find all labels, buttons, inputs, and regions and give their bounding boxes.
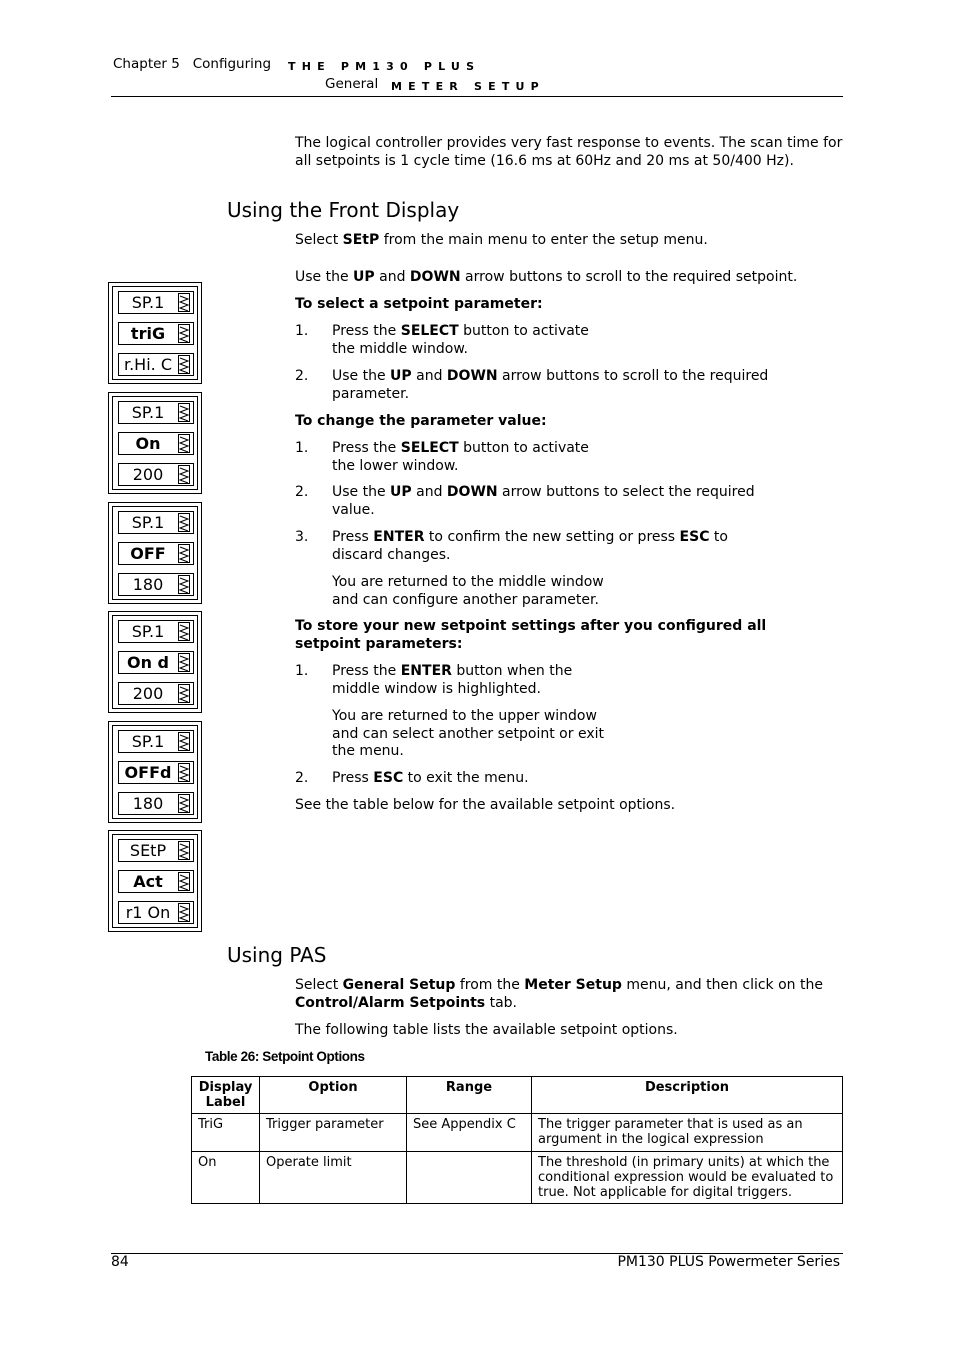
scroll-arrow-icon: [178, 903, 190, 922]
header-title-caps: THE PM130 PLUS: [288, 60, 481, 73]
table-row: [192, 1114, 843, 1152]
lcd-window-bot: [118, 901, 194, 924]
scroll-arrow-icon: [178, 293, 190, 312]
lcd-window-text: 200: [132, 684, 164, 703]
scroll-arrow-icon: [178, 324, 190, 343]
lcd-display: [108, 830, 202, 932]
scroll-arrow-icon: [178, 434, 190, 453]
scroll-arrow-icon: [178, 622, 190, 641]
store-step1: Press the ENTER button when the middle window is highlighted.: [332, 663, 573, 697]
lcd-window-text: 180: [132, 575, 164, 594]
select-setp-line: Select SEtP from the main menu to enter the setup menu.: [295, 232, 708, 248]
lcd-window-bot: [118, 353, 194, 376]
change-value-step2: Use the UP and DOWN arrow buttons to select the required value.: [332, 484, 755, 518]
table-row: [192, 1152, 843, 1204]
lcd-display: [108, 502, 202, 604]
scroll-arrow-icon: [178, 684, 190, 703]
lcd-window-bot: [118, 463, 194, 486]
lcd-window-text: 200: [132, 465, 164, 484]
lcd-window-mid: [118, 432, 194, 455]
pas-select-paragraph: Select General Setup from the Meter Setup menu, and then click on the Control/Alarm Setpoints tab.: [295, 977, 823, 1011]
lcd-window-text: SEtP: [129, 841, 167, 860]
lcd-window-text: Act: [133, 872, 163, 891]
lcd-frame: [112, 725, 198, 819]
table-cell-option: Operate limit: [260, 1152, 407, 1204]
change-value-heading: To change the parameter value:: [295, 413, 547, 429]
table-cell-display: On: [192, 1152, 260, 1204]
lcd-window-top: [118, 620, 194, 643]
header-general: General: [325, 76, 379, 92]
lcd-window-text: SP.1: [131, 513, 165, 532]
select-param-step1: Press the SELECT button to activate the middle window.: [332, 323, 589, 357]
change-value-note: You are returned to the middle window and can configure another parameter.: [332, 574, 604, 608]
store-heading: To store your new setpoint settings after you configured all setpoint parameters:: [295, 618, 767, 652]
lcd-window-text: SP.1: [131, 293, 165, 312]
lcd-window-mid: [118, 761, 194, 784]
header-chapter: Chapter 5 Configuring: [113, 56, 272, 72]
table-header-display: Display Label: [192, 1077, 260, 1114]
table-header-row: [192, 1077, 843, 1114]
pas-following-line: The following table lists the available setpoint options.: [295, 1022, 678, 1038]
intro-paragraph: The logical controller provides very fast response to events. The scan time for all setpoints is 1 cycle time (16.6 ms at 60Hz and 20 ms at 50/400 Hz).: [295, 135, 843, 169]
table-cell-description: The threshold (in primary units) at which the conditional expression would be evaluated to true. Not applicable for digital triggers.: [532, 1152, 843, 1204]
lcd-window-text: OFF: [130, 544, 166, 563]
section-heading-front-display: Using the Front Display: [227, 198, 460, 222]
scroll-arrow-icon: [178, 403, 190, 422]
lcd-display: [108, 721, 202, 823]
lcd-window-text: r1 On: [125, 903, 171, 922]
step-number: 1.: [295, 663, 309, 679]
store-note: You are returned to the upper window and can select another setpoint or exit the menu.: [332, 708, 604, 759]
lcd-frame: [112, 396, 198, 490]
table-cell-display: TriG: [192, 1114, 260, 1152]
lcd-window-mid: [118, 870, 194, 893]
footer-series: PM130 PLUS Powermeter Series: [617, 1254, 840, 1270]
lcd-window-mid: [118, 542, 194, 565]
setpoint-options-table: [191, 1076, 843, 1204]
table-caption: Table 26: Setpoint Options: [205, 1049, 365, 1064]
scroll-arrow-icon: [178, 653, 190, 672]
scroll-arrow-icon: [178, 355, 190, 374]
lcd-window-top: [118, 839, 194, 862]
step-number: 2.: [295, 770, 309, 786]
lcd-window-text: triG: [130, 324, 166, 343]
lcd-window-bot: [118, 573, 194, 596]
lcd-window-text: OFFd: [124, 763, 172, 782]
select-param-step2: Use the UP and DOWN arrow buttons to scroll to the required parameter.: [332, 368, 769, 402]
step-number: 2.: [295, 484, 309, 500]
lcd-frame: [112, 615, 198, 709]
change-value-step3: Press ENTER to confirm the new setting or press ESC to discard changes.: [332, 529, 728, 563]
scroll-arrow-icon: [178, 872, 190, 891]
select-param-heading: To select a setpoint parameter:: [295, 296, 543, 312]
lcd-display: [108, 392, 202, 494]
table-header-description: Description: [532, 1077, 843, 1114]
lcd-window-bot: [118, 792, 194, 815]
table-header-range: Range: [407, 1077, 532, 1114]
scroll-arrow-icon: [178, 794, 190, 813]
lcd-display: [108, 282, 202, 384]
lcd-window-mid: [118, 322, 194, 345]
change-value-step1: Press the SELECT button to activate the lower window.: [332, 440, 589, 474]
table-cell-range: See Appendix C: [407, 1114, 532, 1152]
lcd-window-text: On d: [126, 653, 169, 672]
scroll-arrow-icon: [178, 763, 190, 782]
lcd-window-top: [118, 730, 194, 753]
step-number: 1.: [295, 440, 309, 456]
footer-page-number: 84: [111, 1254, 129, 1270]
lcd-display: [108, 611, 202, 713]
table-cell-description: The trigger parameter that is used as an argument in the logical expression: [532, 1114, 843, 1152]
scroll-arrow-icon: [178, 732, 190, 751]
scroll-arrow-icon: [178, 575, 190, 594]
see-table-line: See the table below for the available setpoint options.: [295, 797, 676, 813]
lcd-window-text: On: [135, 434, 161, 453]
header-sub-caps: METER SETUP: [391, 80, 545, 93]
table-cell-range: [407, 1152, 532, 1204]
scroll-arrow-icon: [178, 513, 190, 532]
lcd-window-top: [118, 401, 194, 424]
step-number: 3.: [295, 529, 309, 545]
lcd-window-text: SP.1: [131, 732, 165, 751]
lcd-window-text: r.Hi. C: [123, 355, 172, 374]
lcd-window-text: SP.1: [131, 622, 165, 641]
step-number: 1.: [295, 323, 309, 339]
table-header-option: Option: [260, 1077, 407, 1114]
header-rule: [111, 96, 843, 97]
lcd-window-top: [118, 511, 194, 534]
lcd-window-text: 180: [132, 794, 164, 813]
use-arrows-line: Use the UP and DOWN arrow buttons to scroll to the required setpoint.: [295, 269, 798, 285]
lcd-window-text: SP.1: [131, 403, 165, 422]
lcd-window-top: [118, 291, 194, 314]
lcd-window-bot: [118, 682, 194, 705]
lcd-frame: [112, 834, 198, 928]
store-step2: Press ESC to exit the menu.: [332, 770, 529, 786]
lcd-frame: [112, 506, 198, 600]
lcd-frame: [112, 286, 198, 380]
step-number: 2.: [295, 368, 309, 384]
lcd-window-mid: [118, 651, 194, 674]
scroll-arrow-icon: [178, 465, 190, 484]
scroll-arrow-icon: [178, 544, 190, 563]
scroll-arrow-icon: [178, 841, 190, 860]
section-heading-pas: Using PAS: [227, 943, 327, 967]
table-cell-option: Trigger parameter: [260, 1114, 407, 1152]
